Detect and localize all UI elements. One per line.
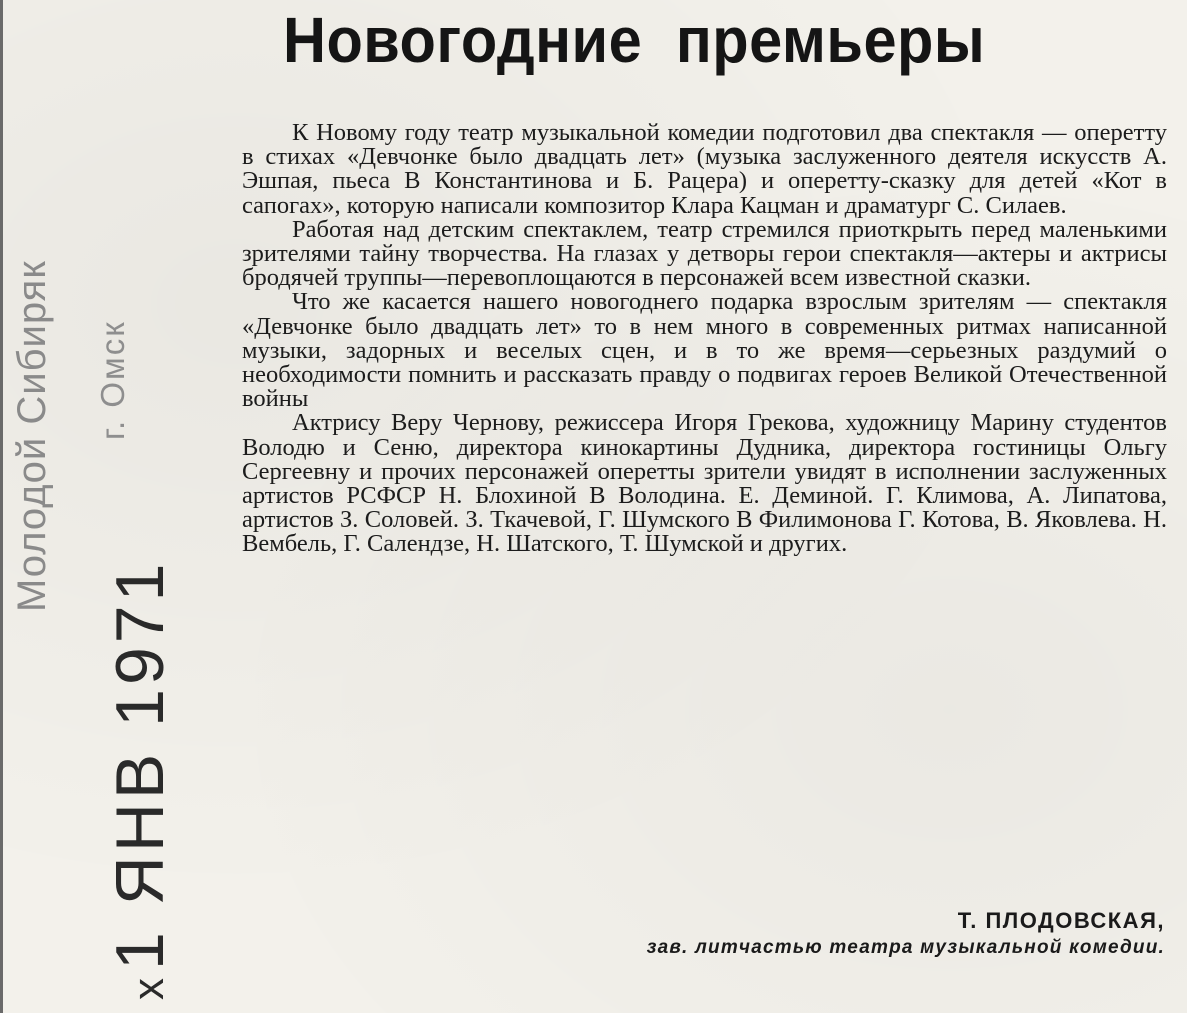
author-role: зав. литчастью театра музыкальной комедии. <box>646 937 1165 958</box>
paragraph-2: Работая над детским спектаклем, театр стремился приоткрыть перед маленькими зрителями тайну творчества. На глазах у детворы герои спектакля—актеры и актрисы бродячей труппы—перевоплощаются в персонажей всем известной сказки. <box>242 215 1167 292</box>
author-name: Т. ПЛОДОВСКАЯ, <box>957 908 1165 933</box>
date-stamp <box>102 559 184 1000</box>
paragraph-3: Что же касается нашего новогоднего подарка взрослым зрителям — спектакля «Девчонке было двадцать лет» то в нем много в современных ритмах написанной музыки, задорных и веселых сцен, и в то же время—серьезных раздумий о необходимости помнить и рассказать правду о подвигах героев Великой Отечественной войны <box>242 288 1167 413</box>
stamp-date-text: 1 ЯНВ 1971 <box>102 559 178 970</box>
stamp-mark: x <box>124 978 173 1000</box>
signature-block <box>647 907 1165 961</box>
city-stamp: г. Омск <box>94 320 131 440</box>
clipping-edge <box>0 0 3 1013</box>
paragraph-1: К Новому году театр музыкальной комедии подготовил два спектакля — оперетту в стихах «Девчонке было двадцать лет» (музыка заслуженного деятеля искусств А. Эшпая, пьеса В Константинова и Б. Рацера) и оперетту-сказку для детей «Кот в сапогах», которую написали композитор Клара Кацман и драматург С. Силаев. <box>242 119 1167 219</box>
headline: Новогодние премьеры <box>283 4 986 76</box>
paragraph-4: Актрису Веру Чернову, режиссера Игоря Грекова, художницу Марину студентов Володю и Сеню, директора кинокартины Дудника, директора гостиницы Ольгу Сергеевну и прочих персонажей оперетты зрители увидят в исполнении заслуженных артистов РСФСР Н. Блохиной В Володина. Е. Деминой. Г. Климова, А. Липатова, артистов З. Соловей. З. Ткачевой, Г. Шумского В Филимонова Г. Котова, В. Яковлева. Н. Вембель, Г. Салендзе, Н. Шатского, Т. Шумской и других. <box>242 409 1167 558</box>
article-body <box>242 121 1167 557</box>
newspaper-stamp: Молодой Сибиряк <box>10 260 54 612</box>
